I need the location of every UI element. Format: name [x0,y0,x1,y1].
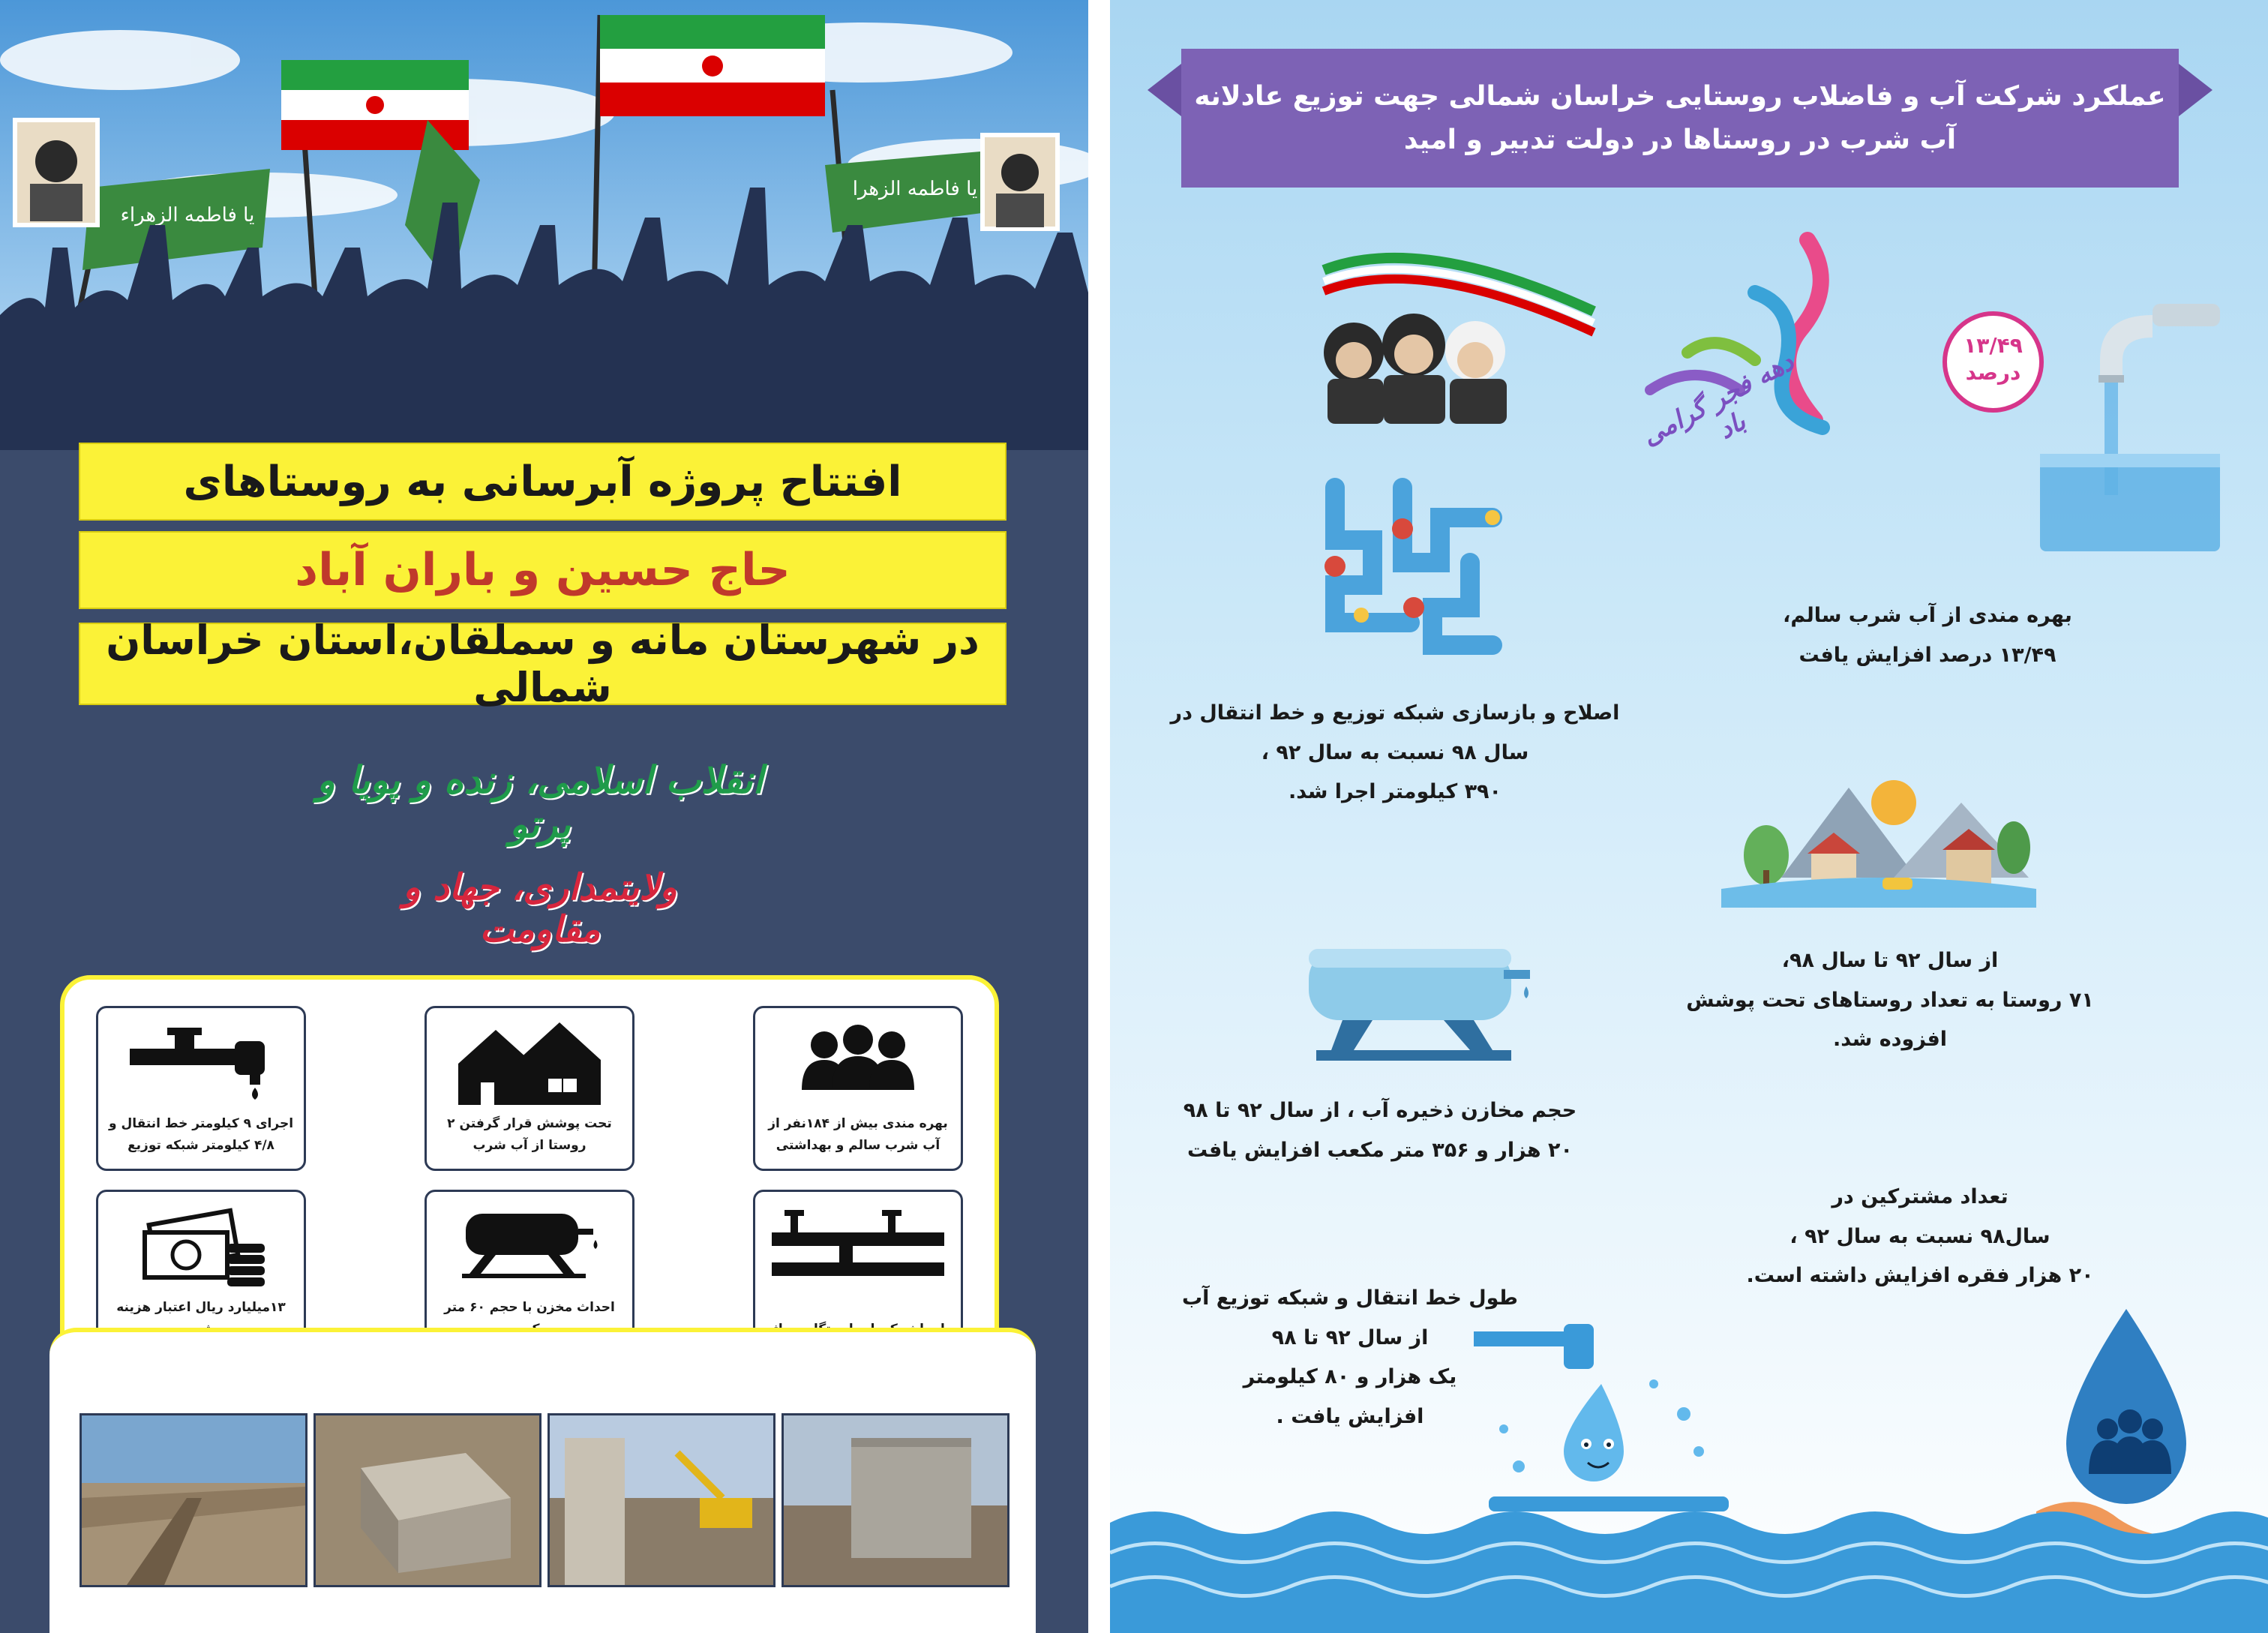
faucet-water-icon [2040,296,2220,555]
text-line: تعداد مشترکین در [1832,1185,2008,1208]
block-subscribers [1732,1178,2108,1296]
faucet-pipe-icon [122,1019,280,1101]
water-tank-icon [451,1202,608,1285]
stat-text: بهره مندی بیش از ۱۸۴نفر از آب شرب سالم و بهداشتی [768,1116,948,1154]
stat-text: ۱۳میلیارد ریال اعتبار هزینه [116,1300,286,1316]
pipe-network-icon [1320,473,1508,656]
portrait-placard-left [15,120,98,225]
leaders-portrait [1309,240,1601,435]
text-line: بهره مندی از آب شرب سالم، [1783,604,2072,627]
iran-flag-center [600,15,825,116]
title-line-2-village-names: حاج حسین و باران آباد [79,531,1006,609]
flag-text-left: یا فاطمه الزهراء [120,204,255,227]
decade-of-dawn-calligraphy [1620,225,1868,473]
stat-text: تحت پوشش قرار گرفتن ۲ روستا از آب شرب [447,1116,612,1154]
block-villages [1680,941,2100,1060]
village-landscape-icon [1721,765,2036,908]
money-coins-icon [122,1202,280,1292]
text-line: افزایش یافت . [1276,1404,1424,1428]
header-line-2: آب شرب در روستاها در دولت تدبیر و امید [1403,124,1957,155]
badge-value: ۱۳/۴۹ [1964,333,2023,358]
flag-text-right: یا فاطمه الزهرا [852,178,978,200]
title-line-3-location: در شهرستان مانه و سملقان،استان خراسان شمالی [79,623,1006,705]
text-line: ۳۹۰ کیلومتر اجرا شد. [1288,780,1502,804]
title-line-1: افتتاح پروژه آبرسانی به روستاهای [79,443,1006,521]
text-line: سال۹۸ نسبت به سال ۹۲ ، [1790,1224,2050,1248]
header-line-1: عملکرد شرکت آب و فاضلاب روستایی خراسان شمالی جهت توزیع عادلانه [1194,80,2166,112]
photo-concrete-box [314,1413,542,1587]
right-poster [1110,0,2268,1633]
text-line: ۲۰ هزار و ۳۵۶ متر مکعب افزایش یافت [1187,1138,1573,1162]
block-healthy-water [1751,596,2104,675]
construction-photo-strip [50,1328,1036,1633]
photo-trench [80,1413,308,1587]
stat-villages-covered [424,1006,634,1171]
header-banner [1181,49,2179,188]
text-line: ۱۳/۴۹ درصد افزایش یافت [1798,643,2056,667]
slogan-resistance: ولایتمداری، جهاد و مقاومت [403,866,677,950]
block-network-repair [1162,694,1628,812]
bottom-waves [1110,1493,2268,1633]
houses-icon [451,1019,608,1109]
badge-unit: درصد [1965,360,2021,386]
text-line: حجم مخازن ذخیره آب ، از سال ۹۲ تا ۹۸ [1183,1099,1577,1122]
photo-excavator [548,1413,776,1587]
slogan-revolution: انقلاب اسلامی، زنده و پویا و پرتو [316,758,764,846]
decade-text: دهه فجر گرامی باد [1636,347,1799,452]
portrait-placard-right [982,135,1058,229]
text-line: طول خط انتقال و شبکه توزیع آب [1182,1286,1518,1310]
block-storage [1170,1091,1590,1170]
text-line: افزوده شد. [1832,1028,1948,1052]
stat-text: احداث مخزن با حجم ۶۰ متر [444,1300,615,1316]
water-tank-illustration [1301,934,1541,1073]
pump-station-icon [768,1202,948,1285]
percent-badge [1942,311,2044,413]
stat-pipeline-km [96,1006,306,1171]
stat-beneficiaries [753,1006,963,1171]
people-group-icon [779,1019,937,1101]
text-line: یک هزار و ۸۰ کیلومتر [1243,1365,1457,1389]
text-line: اصلاح و بازسازی شبکه توزیع و خط انتقال در [1170,701,1620,725]
stat-text: اجرای ۹ کیلومتر خط انتقال و ۴/۸ کیلومتر شبکه توزیع [108,1116,294,1154]
photo-reservoir-tank [782,1413,1010,1587]
text-line: از سال ۹۲ تا سال ۹۸، [1781,949,1999,972]
text-line: از سال ۹۲ تا ۹۸ [1271,1325,1429,1349]
left-poster [0,0,1088,1633]
text-line: سال ۹۸ نسبت به سال ۹۲ ، [1261,740,1529,764]
text-line: ۲۰ هزار فقره افزایش داشته است. [1746,1264,2094,1288]
block-pipeline [1155,1279,1545,1437]
rally-sky-illustration [0,0,1088,450]
text-line: ۷۱ روستا به تعداد روستاهای تحت پوشش [1686,988,2094,1012]
